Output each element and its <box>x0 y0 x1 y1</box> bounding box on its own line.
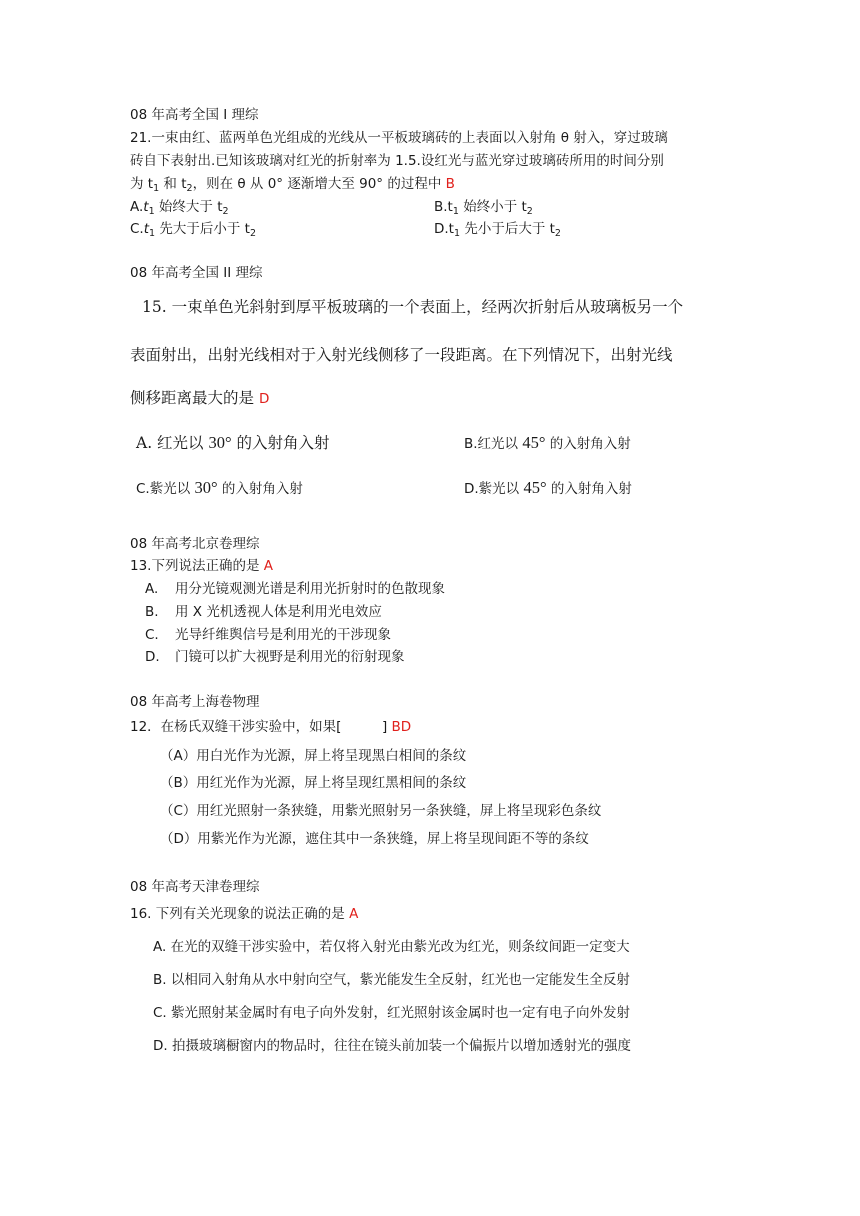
q3-option: A. 用分光镜观测光谱是利用光折射时的色散现象 <box>145 581 445 597</box>
q4-option: （A）用白光作为光源，屏上将呈现黑白相间的条纹 <box>160 748 467 764</box>
q2-stem-line1: 15. 一束单色光斜射到厚平板玻璃的一个表面上，经两次折射后从玻璃板另一个 <box>142 298 684 316</box>
q1-option-d: $D.t_1$ 先小于后大于 $t_2$ <box>434 221 561 239</box>
q3-option: B. 用 X 光机透视人体是利用光电效应 <box>145 604 382 620</box>
q2-option-a: A. 红光以 30° 的入射角入射 <box>136 433 330 452</box>
q4-stem: 12．在杨氏双缝干涉实验中，如果[ ] BD <box>130 719 412 735</box>
q4-answer: BD <box>391 719 412 735</box>
q5-stem: 16. 下列有关光现象的说法正确的是 A <box>130 906 359 922</box>
q1-stem-line1: 21.一束由红、蓝两单色光组成的光线从一平板玻璃砖的上表面以入射角 θ 射入，穿过玻璃 <box>130 130 668 146</box>
q1-header: 08 年高考全国 I 理综 <box>130 107 259 123</box>
q5-answer: A <box>349 906 359 922</box>
q2-stem-line3: 侧移距离最大的是 D <box>130 389 270 407</box>
q5-option: C. 紫光照射某金属时有电子向外发射，红光照射该金属时也一定有电子向外发射 <box>153 1005 631 1021</box>
q2-answer: D <box>258 391 270 407</box>
q1-stem-line2: 砖自下表射出.已知该玻璃对红光的折射率为 1.5.设红光与蓝光穿过玻璃砖所用的时间分别 <box>130 153 664 169</box>
q3-header: 08 年高考北京卷理综 <box>130 536 260 552</box>
q1-option-b: $B.t_1$ 始终小于 $t_2$ <box>434 199 533 217</box>
q1-stem-line3: 为 $t_1$ 和 $t_2$，则在 θ 从 0° 逐渐增大至 90° 的过程中 B <box>130 176 455 194</box>
q5-option: D. 拍摄玻璃橱窗内的物品时，往往在镜头前加装一个偏振片以增加透射光的强度 <box>153 1038 631 1054</box>
q4-option: （C）用红光照射一条狭缝，用紫光照射另一条狭缝，屏上将呈现彩色条纹 <box>160 803 602 819</box>
q4-option: （B）用红光作为光源，屏上将呈现红黑相间的条纹 <box>160 775 467 791</box>
q2-option-c: C.紫光以 30° 的入射角入射 <box>136 478 303 497</box>
q1-option-c: $C.t_1$ 先大于后小于 $t_2$ <box>130 221 256 239</box>
q2-option-d: D.紫光以 45° 的入射角入射 <box>464 478 632 497</box>
q2-stem-line2: 表面射出，出射光线相对于入射光线侧移了一段距离。在下列情况下，出射光线 <box>130 346 673 364</box>
q5-option: B. 以相同入射角从水中射向空气，紫光能发生全反射，红光也一定能发生全反射 <box>153 972 630 988</box>
q1-answer: B <box>445 176 455 192</box>
q4-option: （D）用紫光作为光源，遮住其中一条狭缝，屏上将呈现间距不等的条纹 <box>160 831 589 847</box>
q2-option-b: B.红光以 45° 的入射角入射 <box>464 433 631 452</box>
q3-answer: A <box>263 558 274 574</box>
q2-header: 08 年高考全国 II 理综 <box>130 265 263 281</box>
q5-option: A. 在光的双缝干涉实验中，若仅将入射光由紫光改为红光，则条纹间距一定变大 <box>153 939 630 955</box>
q4-header: 08 年高考上海卷物理 <box>130 694 260 710</box>
q3-option: D. 门镜可以扩大视野是利用光的衍射现象 <box>145 649 405 665</box>
q3-stem: 13.下列说法正确的是 A <box>130 558 274 574</box>
q1-option-a: $A.t_1$ 始终大于 $t_2$ <box>130 199 229 217</box>
q3-option: C. 光导纤维舆信号是利用光的干涉现象 <box>145 627 391 643</box>
q5-header: 08 年高考天津卷理综 <box>130 879 260 895</box>
